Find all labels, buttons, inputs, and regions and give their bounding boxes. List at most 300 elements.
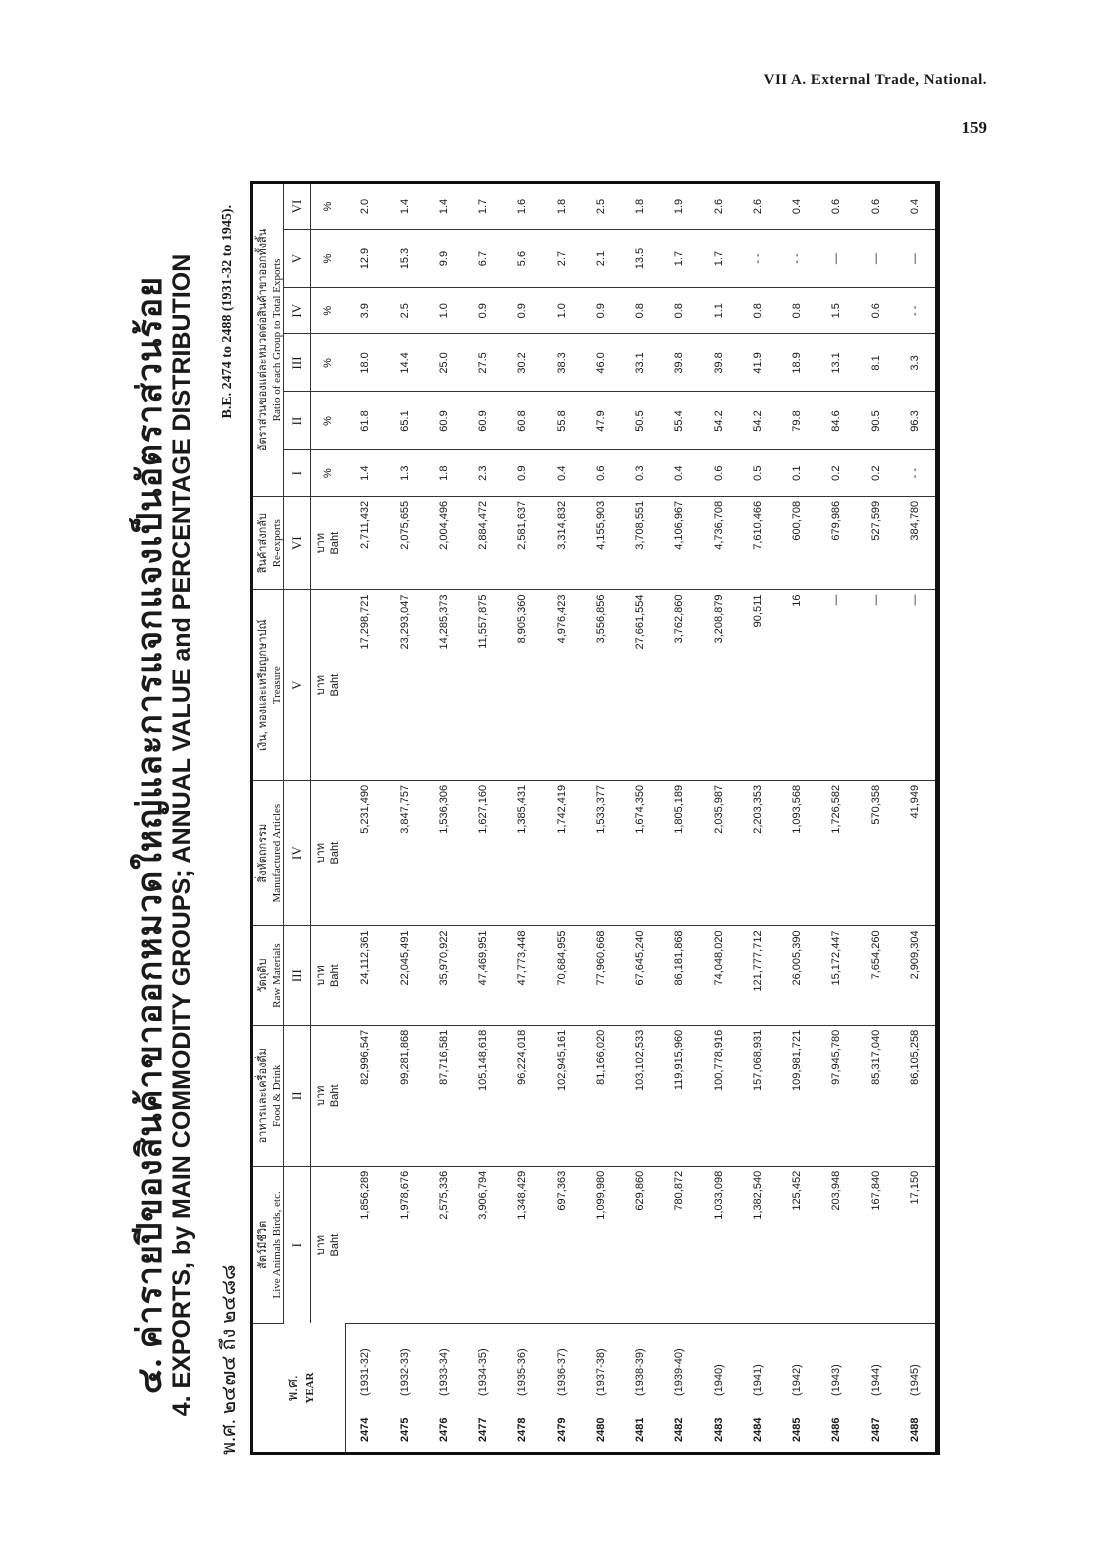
year-cell [777,1324,816,1453]
ratio-header [253,184,284,496]
year-be: 2486 [830,1417,843,1442]
roman-numeral-row [284,184,311,1452]
roman-value-3: III [284,926,311,1025]
percent-cell: 12.9 [345,230,385,288]
unit-cell-pct: % [311,184,346,230]
percent-cell: 18.0 [345,334,385,392]
percent-cell: 1.0 [542,288,581,334]
era-note-english: B.E. 2474 to 2488 (1931-32 to 1945). [220,205,235,419]
value-cell: 17,150 [895,1166,936,1323]
percent-cell: 0.4 [542,450,581,496]
value-cell: 96,224,018 [503,1025,542,1166]
percent-cell: — [856,230,895,288]
unit-cell-pct: % [311,392,346,450]
unit-cell-baht [311,1025,346,1166]
value-cell: 1,627,160 [463,780,502,926]
year-cell [699,1324,738,1453]
percent-cell: 0.6 [817,184,856,230]
ratio-header-thai: อัตราส่วนของแต่ละหมวดต่อสินค้าขาออกทั้งสิ้น [257,228,269,452]
table-row [817,184,856,1452]
year-ad: (1937-38) [594,1348,607,1396]
value-cell: 527,599 [856,496,895,590]
percent-cell: 2.3 [463,450,502,496]
percent-cell: 1.3 [385,450,424,496]
unit-thai: บาท [315,1234,327,1256]
percent-cell: 2.7 [542,230,581,288]
table-row [856,184,895,1452]
year-cell [424,1324,463,1453]
value-cell: — [895,590,936,780]
g5-header-eng: Treasure [271,666,283,705]
table-row [895,184,936,1452]
g3-header-eng: Raw Materials [271,943,283,1008]
value-cell: 5,231,490 [345,780,385,926]
percent-cell: - - [777,230,816,288]
year-cell [620,1324,659,1453]
percent-cell: 0.8 [660,288,699,334]
percent-cell: 0.8 [738,288,777,334]
year-ad: (1940) [712,1364,725,1396]
percent-cell: 55.4 [660,392,699,450]
value-cell: 4,155,903 [581,496,620,590]
percent-cell: 0.6 [581,450,620,496]
percent-cell: 1.9 [660,184,699,230]
percent-cell: 1.7 [660,230,699,288]
percent-cell: 0.4 [895,184,936,230]
g5-header [253,590,284,780]
table-row [699,184,738,1452]
value-cell: 4,736,708 [699,496,738,590]
year-be: 2476 [437,1417,450,1442]
year-be: 2485 [791,1417,804,1442]
year-be: 2474 [359,1417,372,1442]
roman-pct-4: IV [284,288,311,334]
value-cell: 3,208,879 [699,590,738,780]
unit-cell-pct: % [311,334,346,392]
year-cell [385,1324,424,1453]
unit-cell-pct: % [311,450,346,496]
percent-cell: 2.0 [345,184,385,230]
value-cell: 105,148,618 [463,1025,502,1166]
value-cell: 1,742,419 [542,780,581,926]
value-cell: 77,960,668 [581,926,620,1025]
value-cell: 1,033,098 [699,1166,738,1323]
value-cell: 7,610,466 [738,496,777,590]
value-cell: 86,181,868 [660,926,699,1025]
value-cell: 85,317,040 [856,1025,895,1166]
exports-table-frame [250,181,940,1455]
table-row [463,184,502,1452]
percent-cell: 2.6 [699,184,738,230]
percent-cell: 3.3 [895,334,936,392]
percent-cell: 2.1 [581,230,620,288]
english-title: 4. EXPORTS, by MAIN COMMODITY GROUPS; ANNUAL VALUE and PERCENTAGE DISTRIBUTION [168,253,196,1417]
g4-header [253,780,284,926]
year-cell [856,1324,895,1453]
percent-cell: 2.6 [738,184,777,230]
percent-cell: 1.5 [817,288,856,334]
value-cell: 7,654,260 [856,926,895,1025]
value-cell: 167,840 [856,1166,895,1323]
roman-value-2: II [284,1025,311,1166]
percent-cell: 2.5 [581,184,620,230]
percent-cell: 1.8 [542,184,581,230]
year-be: 2488 [909,1417,922,1442]
value-cell: 3,762,860 [660,590,699,780]
percent-cell: 0.6 [856,184,895,230]
unit-cell-pct: % [311,230,346,288]
value-cell: 3,906,794 [463,1166,502,1323]
year-ad: (1941) [751,1364,764,1396]
g2-header-eng: Food & Drink [271,1064,283,1127]
percent-cell: 1.4 [385,184,424,230]
percent-cell: 18.9 [777,334,816,392]
value-cell: 697,363 [542,1166,581,1323]
percent-cell: 0.8 [777,288,816,334]
exports-table [253,184,937,1452]
value-cell: 1,856,289 [345,1166,385,1323]
year-header [253,1324,345,1453]
percent-cell: 46.0 [581,334,620,392]
percent-cell: 0.9 [581,288,620,334]
percent-cell: 0.2 [817,450,856,496]
percent-cell: 6.7 [463,230,502,288]
percent-cell: 0.6 [856,288,895,334]
year-ad: (1938-39) [634,1348,647,1396]
g1-header-thai: สัตว์มีชีวิต [257,1220,269,1269]
table-row [660,184,699,1452]
percent-cell: - - [895,288,936,334]
percent-cell: 50.5 [620,392,659,450]
year-cell [660,1324,699,1453]
percent-cell: 0.1 [777,450,816,496]
value-cell: 103,102,533 [620,1025,659,1166]
percent-cell: 0.9 [503,288,542,334]
percent-cell: 1.0 [424,288,463,334]
percent-cell: 60.9 [424,392,463,450]
value-cell: 121,777,712 [738,926,777,1025]
g4-header-thai: สิ่งหัตถกรรม [257,823,269,883]
roman-pct-5: V [284,230,311,288]
year-be: 2483 [712,1417,725,1442]
thai-title: ๔. ค่ารายปีของสินค้าขาออกหมวดใหญ่และการแจกแจงเป็นอัตราส่วนร้อย [132,275,169,1395]
value-cell: 16 [777,590,816,780]
unit-eng: Baht [329,531,341,555]
value-cell: 74,048,020 [699,926,738,1025]
unit-cell-baht [311,590,346,780]
table-row [424,184,463,1452]
percent-cell: 1.7 [699,230,738,288]
roman-value-6: VI [284,496,311,590]
roman-pct-3: III [284,334,311,392]
value-cell: 2,909,304 [895,926,936,1025]
value-cell: 1,805,189 [660,780,699,926]
year-cell [817,1324,856,1453]
table-row [581,184,620,1452]
percent-cell: 5.6 [503,230,542,288]
year-ad: (1934-35) [477,1348,490,1396]
percent-cell: 9.9 [424,230,463,288]
g6-header-eng: Re-exports [271,519,283,568]
value-cell: 1,099,980 [581,1166,620,1323]
unit-eng: Baht [329,1233,341,1257]
unit-eng: Baht [329,1084,341,1108]
year-ad: (1935-36) [516,1348,529,1396]
value-cell: 100,778,916 [699,1025,738,1166]
g1-header [253,1166,284,1323]
percent-cell: 1.4 [345,450,385,496]
year-be: 2478 [516,1417,529,1442]
ratio-header-eng: Ratio of each Group to Total Exports [271,258,283,422]
year-be: 2482 [673,1417,686,1442]
value-cell: 1,536,306 [424,780,463,926]
percent-cell: 1.4 [424,184,463,230]
roman-pct-1: I [284,450,311,496]
roman-value-4: IV [284,780,311,926]
value-cell: 679,986 [817,496,856,590]
percent-cell: 0.9 [503,450,542,496]
value-cell: — [817,590,856,780]
value-cell: 1,093,568 [777,780,816,926]
value-cell: 109,981,721 [777,1025,816,1166]
percent-cell: 39.8 [660,334,699,392]
year-ad: (1933-34) [437,1348,450,1396]
percent-cell: 54.2 [738,392,777,450]
percent-cell: 38.3 [542,334,581,392]
g3-header-thai: วัตถุดิบ [257,958,269,993]
year-be: 2477 [477,1417,490,1442]
unit-thai: บาท [315,532,327,554]
value-cell: 14,285,373 [424,590,463,780]
year-ad: (1942) [791,1364,804,1396]
section-header: VII A. External Trade, National. [763,72,987,88]
year-be: 2484 [751,1417,764,1442]
year-cell [503,1324,542,1453]
value-cell: 570,358 [856,780,895,926]
value-cell: 90,511 [738,590,777,780]
value-cell: 81,166,020 [581,1025,620,1166]
g1-header-eng: Live Animals Birds, etc. [271,1191,283,1299]
value-cell: 15,172,447 [817,926,856,1025]
year-be: 2487 [869,1417,882,1442]
value-cell: 1,674,350 [620,780,659,926]
value-cell: 125,452 [777,1166,816,1323]
year-cell [738,1324,777,1453]
year-cell [345,1324,385,1453]
unit-eng: Baht [329,841,341,865]
percent-cell: 65.1 [385,392,424,450]
roman-value-1: I [284,1166,311,1323]
percent-cell: 0.2 [856,450,895,496]
percent-cell: 61.8 [345,392,385,450]
roman-pct-2: II [284,392,311,450]
value-cell: 86,105,258 [895,1025,936,1166]
value-cell: 26,005,390 [777,926,816,1025]
value-cell: 4,106,967 [660,496,699,590]
percent-cell: — [817,230,856,288]
value-cell: 629,860 [620,1166,659,1323]
value-cell: 2,075,655 [385,496,424,590]
year-ad: (1943) [830,1364,843,1396]
percent-cell: 0.4 [777,184,816,230]
g5-header-thai: เงิน, ทองและเหรียญกษาปณ์ [257,619,269,752]
percent-cell: 0.3 [620,450,659,496]
table-row [620,184,659,1452]
value-cell: 70,684,955 [542,926,581,1025]
unit-cell-baht [311,496,346,590]
year-be: 2475 [398,1417,411,1442]
percent-cell: 84.6 [817,392,856,450]
percent-cell: 15.3 [385,230,424,288]
value-cell: 1,382,540 [738,1166,777,1323]
percent-cell: 13.1 [817,334,856,392]
value-cell: 3,708,551 [620,496,659,590]
percent-cell: 0.4 [660,450,699,496]
value-cell: 82,996,547 [345,1025,385,1166]
unit-cell-baht [311,780,346,926]
value-cell: 67,645,240 [620,926,659,1025]
percent-cell: 55.8 [542,392,581,450]
percent-cell: 25.0 [424,334,463,392]
value-cell: — [856,590,895,780]
year-be: 2481 [634,1417,647,1442]
year-ad: (1932-33) [398,1348,411,1396]
year-be: 2479 [555,1417,568,1442]
table-row [777,184,816,1452]
value-cell: 2,035,987 [699,780,738,926]
value-cell: 11,557,875 [463,590,502,780]
value-cell: 47,773,448 [503,926,542,1025]
percent-cell: 2.5 [385,288,424,334]
value-cell: 27,661,554 [620,590,659,780]
unit-cell-pct: % [311,288,346,334]
percent-cell: - - [895,450,936,496]
unit-eng: Baht [329,673,341,697]
g6-header [253,496,284,590]
year-cell [463,1324,502,1453]
table-row [542,184,581,1452]
roman-pct-6: VI [284,184,311,230]
percent-cell: 1.7 [463,184,502,230]
unit-thai: บาท [315,965,327,986]
value-cell: 600,708 [777,496,816,590]
unit-cell-baht [311,926,346,1025]
percent-cell: 1.1 [699,288,738,334]
percent-cell: 47.9 [581,392,620,450]
percent-cell: 27.5 [463,334,502,392]
g4-header-eng: Manufactured Articles [271,803,283,903]
value-cell: 87,716,581 [424,1025,463,1166]
unit-thai: บาท [315,1085,327,1106]
percent-cell: — [895,230,936,288]
percent-cell: 41.9 [738,334,777,392]
year-header-thai: พ.ศ. [283,1375,300,1401]
value-cell: 384,780 [895,496,936,590]
value-cell: 157,068,931 [738,1025,777,1166]
value-cell: 4,976,423 [542,590,581,780]
value-cell: 24,112,361 [345,926,385,1025]
value-cell: 2,711,432 [345,496,385,590]
percent-cell: 0.9 [463,288,502,334]
value-cell: 3,847,757 [385,780,424,926]
value-cell: 99,281,868 [385,1025,424,1166]
page-number: 159 [961,118,987,137]
table-row [385,184,424,1452]
rotated-page-content [110,175,950,1495]
year-ad: (1936-37) [555,1348,568,1396]
percent-cell: 90.5 [856,392,895,450]
percent-cell: 30.2 [503,334,542,392]
value-cell: 47,469,951 [463,926,502,1025]
value-cell: 102,945,161 [542,1025,581,1166]
unit-eng: Baht [329,964,341,987]
percent-cell: 3.9 [345,288,385,334]
percent-cell: 8.1 [856,334,895,392]
value-cell: 3,314,832 [542,496,581,590]
year-cell [895,1324,936,1453]
percent-cell: 39.8 [699,334,738,392]
percent-cell: 96.3 [895,392,936,450]
percent-cell: 60.8 [503,392,542,450]
table-row [738,184,777,1452]
year-ad: (1939-40) [673,1348,686,1396]
value-cell: 2,575,336 [424,1166,463,1323]
g6-header-thai: สินค้าส่งกลับ [257,513,269,574]
value-cell: 1,533,377 [581,780,620,926]
table-row [345,184,385,1452]
value-cell: 203,948 [817,1166,856,1323]
percent-cell: - - [738,230,777,288]
value-cell: 2,581,637 [503,496,542,590]
g2-header-thai: อาหารและเครื่องดื่ม [257,1048,269,1144]
value-cell: 780,872 [660,1166,699,1323]
unit-thai: บาท [315,842,327,864]
percent-cell: 0.5 [738,450,777,496]
year-header-eng: YEAR [303,1372,316,1404]
year-cell [542,1324,581,1453]
value-cell: 2,884,472 [463,496,502,590]
value-cell: 2,004,496 [424,496,463,590]
year-ad: (1945) [909,1364,922,1396]
year-ad: (1931-32) [359,1348,372,1396]
percent-cell: 13.5 [620,230,659,288]
g2-header [253,1025,284,1166]
percent-cell: 14.4 [385,334,424,392]
g3-header [253,926,284,1025]
percent-cell: 79.8 [777,392,816,450]
value-cell: 97,945,780 [817,1025,856,1166]
year-be: 2480 [594,1417,607,1442]
value-cell: 2,203,353 [738,780,777,926]
percent-cell: 54.2 [699,392,738,450]
value-cell: 35,970,922 [424,926,463,1025]
unit-row [311,184,346,1452]
table-row [503,184,542,1452]
value-cell: 1,385,431 [503,780,542,926]
table-body [345,184,936,1452]
value-cell: 1,348,429 [503,1166,542,1323]
year-cell [581,1324,620,1453]
percent-cell: 1.8 [620,184,659,230]
percent-cell: 0.8 [620,288,659,334]
value-cell: 23,293,047 [385,590,424,780]
value-cell: 22,045,491 [385,926,424,1025]
percent-cell: 0.6 [699,450,738,496]
unit-thai: บาท [315,674,327,696]
percent-cell: 1.6 [503,184,542,230]
value-cell: 3,556,856 [581,590,620,780]
roman-value-5: V [284,590,311,780]
